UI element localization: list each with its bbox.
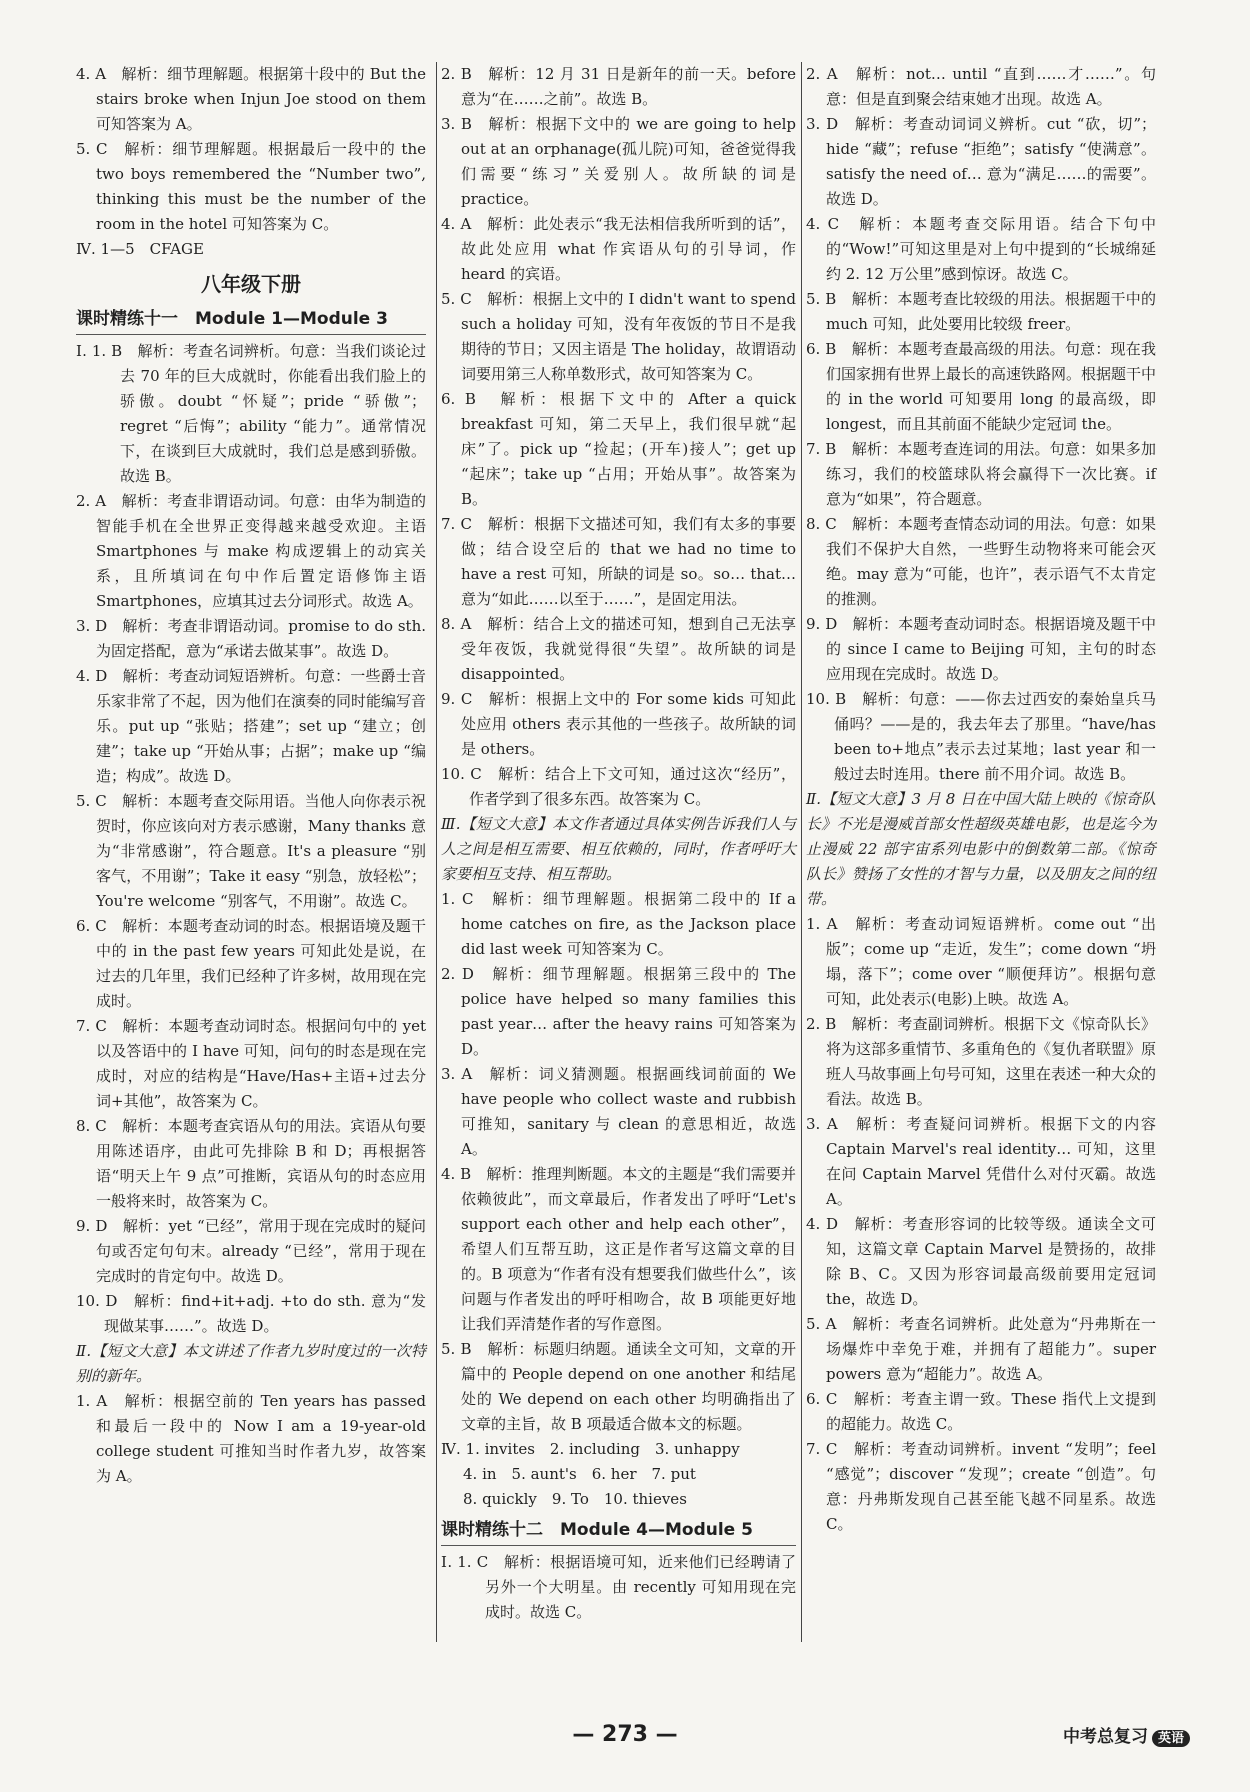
answer-item: 5. C 解析：根据上文中的 I didn't want to spend such a holiday 可知，没有年夜饭的节日不是我期待的节日；又因主语是 The holiday，故谓语动词要用第三人称单数形式，故可知答案为 C。 [441, 290, 796, 383]
subject-badge: 英语 [1152, 1730, 1190, 1747]
answer-item: 8. C 解析：本题考查宾语从句的用法。宾语从句要用陈述语序，由此可先排除 B 和 D；再根据答语“明天上午 9 点”可推断，宾语从句的时态应用一般将来时，故答案为 C。 [76, 1117, 426, 1210]
answer-item: 1. A 解析：根据空前的 Ten years has passed 和最后一段中的 Now I am a 19-year-old college student 可推知当时作者九岁，故答案为 A。 [76, 1392, 426, 1485]
answer-key-iv: 8. quickly 9. To 10. thieves [463, 1490, 687, 1508]
answer-item: 2. D 解析：细节理解题。根据第三段中的 The police have helped so many families this past year… after the heavy rains 可知答案为 D。 [441, 965, 796, 1058]
answer-item: 10. D 解析：find+it+adj. +to do sth. 意为“发现做某事……”。故选 D。 [76, 1292, 426, 1335]
answer-item: 5. B 解析：本题考查比较级的用法。根据题干中的 much 可知，此处要用比较级 freer。 [806, 290, 1156, 333]
answer-item: 7. C 解析：根据下文描述可知，我们有太多的事要做；结合设空后的 that we had no time to have a rest 可知，所缺的词是 so。so… that… 意为“如此……以至于……”，是固定用法。 [441, 515, 796, 608]
answer-item: 5. B 解析：标题归纳题。通读全文可知，文章的开篇中的 People depend on one another 和结尾处的 We depend on each other 均明确指出了文章的主旨，故 B 项最适合做本文的标题。 [441, 1340, 796, 1433]
answer-item: 9. C 解析：根据上文中的 For some kids 可知此处应用 others 表示其他的一些孩子。故所缺的词是 others。 [441, 690, 796, 758]
passage-summary: Ⅱ.【短文大意】3 月 8 日在中国大陆上映的《惊奇队长》不光是漫威首部女性超级英雄电影，也是迄今为止漫威 22 部宇宙系列电影中的倒数第二部。《惊奇队长》赞扬了女性的才智与力量，以及朋友之间的纽带。 [806, 790, 1156, 908]
answer-item: Ⅰ. 1. B 解析：考查名词辨析。句意：当我们谈论过去 70 年的巨大成就时，你能看出我们脸上的骄傲。doubt “怀疑”；pride “骄傲”；regret “后悔”；ability “能力”。通常情况下，在谈到巨大成就时，我们总是感到骄傲。故选 B。 [76, 342, 426, 485]
answer-item: 6. C 解析：考查主谓一致。These 指代上文提到的超能力。故选 C。 [806, 1390, 1156, 1433]
page-number: — 273 — [572, 1722, 678, 1747]
answer-item: 2. A 解析：not… until “直到……才……”。句意：但是直到聚会结束她才出现。故选 A。 [806, 65, 1156, 108]
brand-logo [1063, 1722, 1190, 1747]
column-middle [441, 62, 796, 1625]
passage-summary: Ⅱ.【短文大意】本文讲述了作者九岁时度过的一次特别的新年。 [76, 1342, 426, 1385]
answer-item: 5. A 解析：考查名词辨析。此处意为“丹弗斯在一场爆炸中幸免于难，并拥有了超能力”。super powers 意为“超能力”。故选 A。 [806, 1315, 1156, 1383]
answer-item: 8. A 解析：结合上文的描述可知，想到自己无法享受年夜饭，我就觉得很“失望”。故所缺的词是 disappointed。 [441, 615, 796, 683]
answer-item: 3. D 解析：考查动词词义辨析。cut “砍，切”；hide “藏”；refuse “拒绝”；satisfy “使满意”。satisfy the need of… 意为“满足……的需要”。故选 D。 [806, 115, 1156, 208]
answer-item: 4. C 解析：本题考查交际用语。结合下句中的“Wow!”可知这里是对上句中提到的“长城绵延约 2. 12 万公里”感到惊讶。故选 C。 [806, 215, 1156, 283]
answer-item: 2. A 解析：考查非谓语动词。句意：由华为制造的智能手机在全世界正变得越来越受欢迎。主语 Smartphones 与 make 构成逻辑上的动宾关系，且所填词在句中作后置定语修饰主语 Smartphones，应填其过去分词形式。故选 A。 [76, 492, 426, 610]
answer-item: Ⅰ. 1. C 解析：根据语境可知，近来他们已经聘请了另外一个大明星。由 recently 可知用现在完成时。故选 C。 [441, 1553, 796, 1621]
grade-title: 八年级下册 [201, 272, 301, 296]
answer-item: 10. B 解析：句意：——你去过西安的秦始皇兵马俑吗？——是的，我去年去了那里。“have/has been to+地点”表示去过某地；last year 和一般过去时连用。there 前不用介词。故选 B。 [806, 690, 1156, 783]
column-right [806, 62, 1156, 1537]
answer-item: 2. B 解析：12 月 31 日是新年的前一天。before 意为“在……之前”。故选 B。 [441, 65, 796, 108]
column-divider [436, 62, 437, 1642]
answer-item: 6. C 解析：本题考查动词的时态。根据语境及题干中的 in the past few years 可知此处是说，在过去的几年里，我们已经种了许多树，故用现在完成时。 [76, 917, 427, 1010]
answer-item: 9. D 解析：本题考查动词时态。根据语境及题干中的 since I came to Beijing 可知，主句的时态应用现在完成时。故选 D。 [806, 615, 1156, 683]
answer-item: 9. D 解析：yet “已经”，常用于现在完成时的疑问句或否定句句末。already “已经”，常用于现在完成时的肯定句中。故选 D。 [76, 1217, 426, 1285]
answer-item: 7. B 解析：本题考查连词的用法。句意：如果多加练习，我们的校篮球队将会赢得下一次比赛。if 意为“如果”，符合题意。 [806, 440, 1156, 508]
answer-item: 4. D 解析：考查形容词的比较等级。通读全文可知，这篇文章 Captain Marvel 是赞扬的，故排除 B、C。又因为形容词最高级前要用定冠词 the，故选 D。 [806, 1215, 1156, 1308]
answer-item: 1. A 解析：考查动词短语辨析。come out “出版”；come up “走近，发生”；come down “坍塌，落下”；come over “顺便拜访”。根据句意可知，此处表示(电影)上映。故选 A。 [806, 915, 1156, 1008]
lesson-title: 课时精练十二 Module 4—Module 5 [441, 1518, 796, 1546]
answer-item: 3. D 解析：考查非谓语动词。promise to do sth. 为固定搭配，意为“承诺去做某事”。故选 D。 [76, 617, 426, 660]
answer-key-iv: Ⅳ. 1. invites 2. including 3. unhappy [441, 1440, 740, 1458]
answer-item: 6. B 解析：根据下文中的 After a quick breakfast 可知，第二天早上，我们很早就“起床”了。pick up “捡起；(开车)接人”；get up “起床”；take up “占用；开始从事”。故答案为 B。 [441, 390, 796, 508]
answer-item: 4. D 解析：考查动词短语辨析。句意：一些爵士音乐家非常了不起，因为他们在演奏的同时能编写音乐。put up “张贴；搭建”；set up “建立；创建”；take up “开始从事；占据”；make up “编造；构成”。故选 D。 [76, 667, 427, 785]
answer-item: 8. C 解析：本题考查情态动词的用法。句意：如果我们不保护大自然，一些野生动物将来可能会灭绝。may 意为“可能，也许”，表示语气不太肯定的推测。 [806, 515, 1156, 608]
answer-item: 6. B 解析：本题考查最高级的用法。句意：现在我们国家拥有世界上最长的高速铁路网。根据题干中的 in the world 可知要用 long 的最高级，即 longest，而且其前面不能缺少定冠词 the。 [806, 340, 1157, 433]
answer-item: 10. C 解析：结合上下文可知，通过这次“经历”，作者学到了很多东西。故答案为 C。 [441, 765, 796, 808]
answer-item: 4. A 解析：此处表示“我无法相信我所听到的话”，故此处应用 what 作宾语从句的引导词，作 heard 的宾语。 [441, 215, 796, 283]
brand-name: 中考总复习 [1062, 1727, 1148, 1747]
answer-item: 5. C 解析：细节理解题。根据最后一段中的 the two boys remembered the “Number two”, thinking this must be the number of the room in the hotel 可知答案为 C。 [76, 140, 426, 233]
answer-item: 5. C 解析：本题考查交际用语。当他人向你表示祝贺时，你应该向对方表示感谢，Many thanks 意为“非常感谢”，符合题意。It's a pleasure “别客气，不用谢”；Take it easy “别急，放轻松”；You're welcome “别客气，不用谢”。故选 C。 [76, 792, 426, 910]
passage-summary: Ⅲ.【短文大意】本文作者通过具体实例告诉我们人与人之间是相互需要、相互依赖的，同时，作者呼吁大家要相互支持、相互帮助。 [441, 815, 796, 883]
lesson-title: 课时精练十一 Module 1—Module 3 [76, 307, 426, 335]
answer-item: 4. A 解析：细节理解题。根据第十段中的 But the stairs broke when Injun Joe stood on them 可知答案为 A。 [76, 65, 426, 133]
answer-item: 2. B 解析：考查副词辨析。根据下文《惊奇队长》将为这部多重情节、多重角色的《复仇者联盟》原班人马故事画上句号可知，这里在表述一种大众的看法。故选 B。 [806, 1015, 1157, 1108]
column-divider [801, 62, 802, 1642]
answer-item: 4. B 解析：推理判断题。本文的主题是“我们需要并依赖彼此”，而文章最后，作者发出了呼吁“Let's support each other and help each other”，希望人们互帮互助，这正是作者写这篇文章的目的。B 项意为“作者有没有想要我们做些什么”，该问题与作者发出的呼吁相吻合，故 B 项能更好地让我们弄清楚作者的写作意图。 [441, 1165, 796, 1333]
answer-item: 1. C 解析：细节理解题。根据第二段中的 If a home catches on fire, as the Jackson place did last week 可知答案为 C。 [441, 890, 796, 958]
answer-item: 7. C 解析：本题考查动词时态。根据问句中的 yet 以及答语中的 I have 可知，问句的时态是现在完成时，对应的结构是“Have/Has+主语+过去分词+其他”，故答案为 C。 [76, 1017, 426, 1110]
answer-item: 7. C 解析：考查动词辨析。invent “发明”；feel “感觉”；discover “发现”；create “创造”。句意：丹弗斯发现自己甚至能飞越不同星系。故选 C。 [806, 1440, 1156, 1533]
answer-key-iv: Ⅳ. 1—5 CFAGE [76, 240, 204, 258]
column-left [76, 62, 426, 1489]
answer-key-iv: 4. in 5. aunt's 6. her 7. put [463, 1465, 696, 1483]
answer-item: 3. A 解析：考查疑问词辨析。根据下文的内容 Captain Marvel's real identity… 可知，这里在问 Captain Marvel 凭借什么对付灭霸。故选 A。 [806, 1115, 1156, 1208]
answer-item: 3. A 解析：词义猜测题。根据画线词前面的 We have people who collect waste and rubbish 可推知，sanitary 与 clean 的意思相近，故选 A。 [441, 1065, 796, 1158]
answer-item: 3. B 解析：根据下文中的 we are going to help out at an orphanage(孤儿院)可知，爸爸觉得我们需要“练习”关爱别人。故所缺的词是 practice。 [441, 115, 796, 208]
